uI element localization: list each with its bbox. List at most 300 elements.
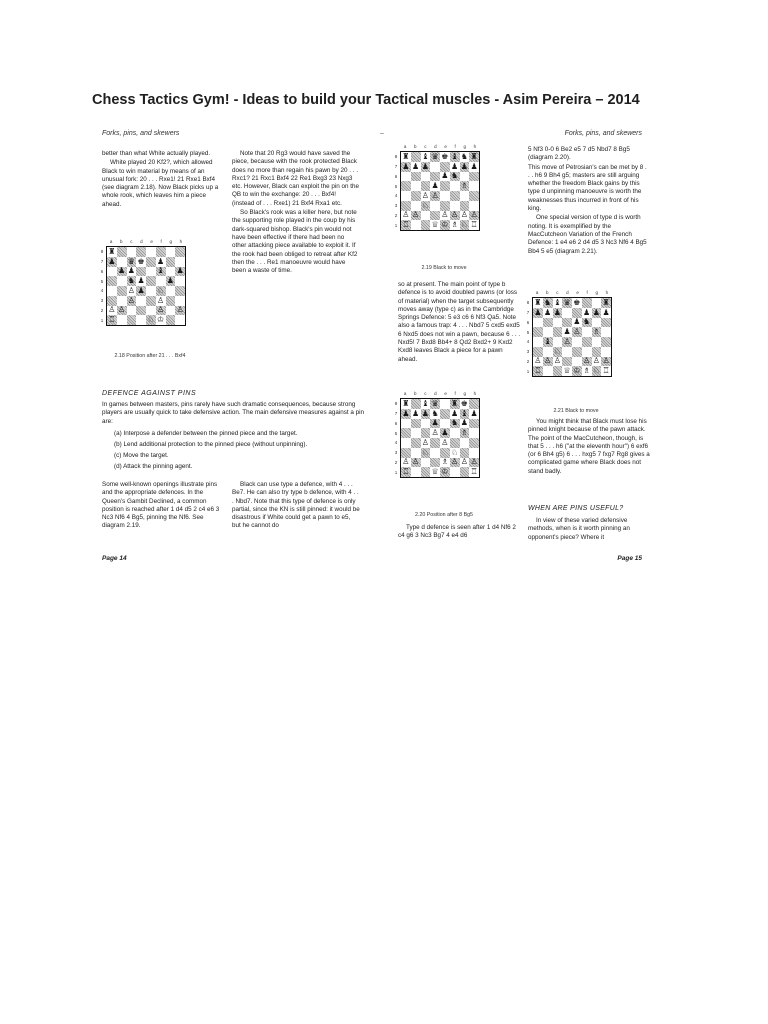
board-square <box>421 438 431 448</box>
chess-piece: ♜ <box>402 151 410 161</box>
board-square <box>175 247 185 257</box>
rank-number: 7 <box>394 411 398 417</box>
file-letter: g <box>463 391 466 396</box>
chess-piece: ♟ <box>563 327 571 337</box>
paragraph: 5 Nf3 0-0 6 Be2 e5 7 d5 Nbd7 8 Bg5 (diagram 2.20). <box>528 146 630 162</box>
chess-piece: ♗ <box>583 366 591 376</box>
board-square <box>401 458 411 468</box>
board-square <box>421 399 431 409</box>
board-square <box>156 286 166 296</box>
chess-piece: ♙ <box>421 190 429 200</box>
file-letter: d <box>566 290 569 295</box>
chess-piece: ♖ <box>108 315 116 325</box>
paragraph: Black can use type a defence, with 4 . . . Be7. He can also try type b defence, with 4 . . . Nbd7. Note that this type of defence is only partial, since the KN is still pinned: it would be disastrous if White could get a pawn to e5, but he cannot do <box>232 481 360 530</box>
file-letter: d <box>434 144 437 149</box>
board-square <box>411 152 421 162</box>
chess-piece: ♔ <box>441 467 449 477</box>
chess-piece: ♟ <box>108 256 116 266</box>
board-square <box>460 191 470 201</box>
board-square <box>430 162 440 172</box>
chess-piece: ♙ <box>451 210 459 220</box>
paragraph: You might think that Black must lose his pinned knight because of the pawn attack. The point of the MacCutcheon, though, is that 5 . . . h6 ("at the eleventh hour") 6 exf6 (or 6 Bh4 g5) 6 . . . hxg5 7 fxg7 Rg8 gives a complicated game where Black does not stand badly. <box>528 418 650 475</box>
board-square <box>440 172 450 182</box>
board-square <box>533 327 543 337</box>
chess-piece: ♙ <box>127 285 135 295</box>
board-square <box>592 318 602 328</box>
board-square <box>533 308 543 318</box>
board-square <box>411 172 421 182</box>
file-letter: c <box>556 290 559 295</box>
left-page-header: Forks, pins, and skewers <box>102 130 180 137</box>
rank-number: 3 <box>394 203 398 209</box>
board-square <box>592 366 602 376</box>
board-square <box>401 399 411 409</box>
rank-number: 5 <box>100 278 104 284</box>
board-square <box>107 296 117 306</box>
file-letter: h <box>473 391 477 396</box>
board-square <box>175 257 185 267</box>
board-square <box>543 366 553 376</box>
board-square <box>450 448 460 458</box>
board-square <box>533 366 543 376</box>
board-square <box>117 257 127 267</box>
paragraph: So Black's rook was a killer here, but note the supporting role played in the coup by his dark-squared bishop. Black's pin would not have been effective if there had been no other attacking piece available to exploit it. If the rook had been obliged to retreat after Kf2 then the . . . Re1 manoeuvre would have been a waste of time. <box>232 209 358 275</box>
board-square <box>430 181 440 191</box>
rank-number: 5 <box>526 329 530 335</box>
board-square <box>127 267 137 277</box>
board-square <box>469 220 479 230</box>
chess-board <box>106 246 186 326</box>
rank-labels <box>99 247 105 325</box>
board-square <box>156 247 166 257</box>
left-page-column-2 <box>232 150 360 276</box>
chess-piece: ♗ <box>592 327 600 337</box>
file-letter: d <box>434 391 437 396</box>
chess-piece: ♖ <box>534 366 542 376</box>
chess-piece: ♟ <box>544 307 552 317</box>
board-square <box>460 162 470 172</box>
chess-piece: ♘ <box>553 346 561 356</box>
board-square <box>440 458 450 468</box>
chess-piece: ♙ <box>431 428 439 438</box>
board-square <box>421 191 431 201</box>
board-square <box>156 276 166 286</box>
board-square <box>553 347 563 357</box>
chess-piece: ♛ <box>431 151 439 161</box>
board-square <box>601 366 611 376</box>
board-square <box>421 448 431 458</box>
chess-piece: ♙ <box>157 305 165 315</box>
board-square <box>592 337 602 347</box>
board-square <box>562 318 572 328</box>
rank-labels <box>393 152 399 230</box>
chess-piece: ♔ <box>157 315 165 325</box>
board-square <box>107 276 117 286</box>
chess-piece: ♜ <box>470 151 478 161</box>
chess-piece: ♗ <box>460 428 468 438</box>
file-letter: h <box>179 239 183 244</box>
chess-piece: ♙ <box>431 190 439 200</box>
chess-piece: ♘ <box>421 200 429 210</box>
board-square <box>460 211 470 221</box>
board-square <box>440 152 450 162</box>
section-heading: DEFENCE AGAINST PINS <box>102 390 197 397</box>
file-labels <box>532 290 612 295</box>
board-square <box>401 172 411 182</box>
chess-piece: ♛ <box>127 256 135 266</box>
board-square <box>450 399 460 409</box>
rank-number: 8 <box>526 300 530 306</box>
chess-piece: ♝ <box>421 398 429 408</box>
board-square <box>592 298 602 308</box>
board-square <box>469 162 479 172</box>
rank-number: 5 <box>394 430 398 436</box>
board-square <box>430 152 440 162</box>
board-square <box>460 419 470 429</box>
board-square <box>117 247 127 257</box>
board-square <box>117 315 127 325</box>
board-square <box>572 318 582 328</box>
chess-piece: ♙ <box>563 336 571 346</box>
chess-piece: ♟ <box>412 161 420 171</box>
chess-piece: ♞ <box>460 151 468 161</box>
rank-number: 8 <box>394 154 398 160</box>
chess-piece: ♙ <box>451 457 459 467</box>
board-square <box>136 276 146 286</box>
chess-piece: ♙ <box>602 356 610 366</box>
chess-piece: ♜ <box>402 398 410 408</box>
chess-piece: ♘ <box>451 447 459 457</box>
board-square <box>572 327 582 337</box>
chess-piece: ♖ <box>402 220 410 230</box>
board-square <box>401 220 411 230</box>
chess-piece: ♙ <box>460 457 468 467</box>
board-square <box>146 296 156 306</box>
chess-piece: ♟ <box>470 161 478 171</box>
chess-piece: ♛ <box>431 398 439 408</box>
board-square <box>440 181 450 191</box>
board-square <box>469 428 479 438</box>
board-square <box>440 201 450 211</box>
board-square <box>469 152 479 162</box>
board-square <box>117 296 127 306</box>
chess-piece: ♘ <box>147 315 155 325</box>
chess-piece: ♟ <box>602 307 610 317</box>
board-square <box>533 318 543 328</box>
board-square <box>411 409 421 419</box>
chess-piece: ♝ <box>460 408 468 418</box>
board-square <box>533 337 543 347</box>
chess-piece: ♞ <box>451 171 459 181</box>
board-square <box>401 467 411 477</box>
right-page-last-column <box>528 517 650 543</box>
chess-piece: ♟ <box>157 256 165 266</box>
board-square <box>401 201 411 211</box>
file-letter: f <box>454 144 456 149</box>
file-letter: e <box>444 391 447 396</box>
file-letter: b <box>414 144 417 149</box>
chess-piece: ♗ <box>460 181 468 191</box>
board-square <box>450 467 460 477</box>
rank-number: 2 <box>394 459 398 465</box>
paragraph: so at present. The main point of type b defence is to avoid doubled pawns (or loss of material) when the target subsequently moves away (type c) as in the Cambridge Springs Defence: 5 e3 c6 6 Nf3 Qa5. Note also a famous trap: 4 . . . Nbd7 5 cxd5 exd5 6 Nxd5 does not win a pawn, because 6 . . . Nxd5! 7 Bxd8 Bb4+ 8 Qd2 Bxd2+ 9 Kxd2 Kxd8 leaves Black a piece for a pawn ahead. <box>398 281 521 363</box>
board-square <box>175 315 185 325</box>
board-square <box>469 419 479 429</box>
board-square <box>562 298 572 308</box>
chess-piece: ♖ <box>602 366 610 376</box>
file-letter: d <box>140 239 143 244</box>
board-square <box>469 172 479 182</box>
chess-piece: ♙ <box>583 356 591 366</box>
chess-piece: ♟ <box>592 307 600 317</box>
right-page-middle-column <box>398 281 522 365</box>
board-square <box>146 247 156 257</box>
board-square <box>440 211 450 221</box>
board-square <box>127 276 137 286</box>
chess-piece: ♟ <box>583 307 591 317</box>
chess-piece: ♙ <box>157 295 165 305</box>
board-square <box>411 162 421 172</box>
chess-piece: ♜ <box>602 297 610 307</box>
chess-piece: ♙ <box>108 305 116 315</box>
chess-piece: ♚ <box>460 398 468 408</box>
board-square <box>156 296 166 306</box>
board-square <box>107 315 117 325</box>
rank-number: 6 <box>394 173 398 179</box>
board-square <box>127 306 137 316</box>
board-square <box>166 257 176 267</box>
paragraph: Type d defence is seen after 1 d4 Nf6 2 c4 g6 3 Nc3 Bg7 4 e4 d6 <box>398 524 516 540</box>
chess-piece: ♝ <box>451 151 459 161</box>
board-square <box>440 409 450 419</box>
board-square <box>601 357 611 367</box>
chess-piece: ♘ <box>460 220 468 230</box>
board-square <box>127 315 137 325</box>
chess-piece: ♙ <box>118 305 126 315</box>
board-square <box>430 211 440 221</box>
board-square <box>430 467 440 477</box>
file-letter: g <box>463 144 466 149</box>
chess-piece: ♙ <box>412 457 420 467</box>
board-square <box>582 347 592 357</box>
file-letter: b <box>120 239 123 244</box>
board-square <box>127 286 137 296</box>
rank-number: 6 <box>394 420 398 426</box>
chess-piece: ♖ <box>470 467 478 477</box>
file-letter: f <box>586 290 588 295</box>
board-square <box>107 257 117 267</box>
chess-piece: ♟ <box>127 266 135 276</box>
chess-piece: ♙ <box>176 305 184 315</box>
right-page-middle-bottom <box>398 524 522 542</box>
chess-piece: ♙ <box>544 356 552 366</box>
board-square <box>430 201 440 211</box>
board-square <box>543 357 553 367</box>
rank-number: 1 <box>526 368 530 374</box>
rank-number: 1 <box>394 222 398 228</box>
board-square <box>411 211 421 221</box>
board-square <box>440 220 450 230</box>
board-square <box>146 286 156 296</box>
board-square <box>460 438 470 448</box>
board-square <box>136 247 146 257</box>
board-square <box>592 357 602 367</box>
rank-number: 4 <box>100 288 104 294</box>
board-square <box>430 220 440 230</box>
file-letter: c <box>424 144 427 149</box>
chess-piece: ♙ <box>441 437 449 447</box>
chess-piece: ♜ <box>108 246 116 256</box>
chess-piece: ♟ <box>441 428 449 438</box>
board-square <box>460 448 470 458</box>
paragraph: better than what White actually played. <box>102 150 211 157</box>
board-square <box>469 211 479 221</box>
board-square <box>166 267 176 277</box>
chess-piece: ♕ <box>431 467 439 477</box>
board-square <box>166 296 176 306</box>
board-square <box>572 347 582 357</box>
right-page-right-column <box>528 146 650 257</box>
file-letter: f <box>160 239 162 244</box>
chess-piece: ♟ <box>451 161 459 171</box>
board-square <box>450 220 460 230</box>
board-square <box>156 306 166 316</box>
board-square <box>601 327 611 337</box>
file-letter: a <box>535 290 539 295</box>
board-square <box>146 315 156 325</box>
board-square <box>175 276 185 286</box>
rank-number: 3 <box>526 349 530 355</box>
rank-number: 7 <box>100 259 104 265</box>
board-square <box>107 267 117 277</box>
chess-piece: ♗ <box>451 220 459 230</box>
rank-number: 3 <box>394 450 398 456</box>
board-square <box>401 409 411 419</box>
board-square <box>136 296 146 306</box>
chess-piece: ♘ <box>592 366 600 376</box>
chess-piece: ♟ <box>402 161 410 171</box>
chess-board <box>532 297 612 377</box>
board-square <box>421 467 431 477</box>
diagram-caption: 2.19 Black to move <box>421 265 467 271</box>
chess-piece: ♞ <box>431 408 439 418</box>
board-square <box>553 298 563 308</box>
chess-piece: ♖ <box>470 220 478 230</box>
chess-piece: ♕ <box>563 366 571 376</box>
board-square <box>117 306 127 316</box>
chess-piece: ♕ <box>431 220 439 230</box>
file-labels <box>400 144 480 149</box>
rank-number: 5 <box>394 183 398 189</box>
board-square <box>460 201 470 211</box>
board-square <box>553 308 563 318</box>
board-square <box>460 458 470 468</box>
board-square <box>533 357 543 367</box>
chess-piece: ♟ <box>431 181 439 191</box>
board-square <box>175 306 185 316</box>
file-letter: c <box>130 239 133 244</box>
board-square <box>401 152 411 162</box>
board-square <box>592 347 602 357</box>
board-square <box>582 318 592 328</box>
file-letter: c <box>424 391 427 396</box>
file-letter: a <box>403 391 407 396</box>
rank-number: 4 <box>394 440 398 446</box>
board-square <box>533 298 543 308</box>
file-labels <box>106 239 186 244</box>
board-square <box>146 306 156 316</box>
board-square <box>440 438 450 448</box>
board-square <box>450 458 460 468</box>
board-square <box>450 211 460 221</box>
chess-piece: ♗ <box>441 457 449 467</box>
chess-piece: ♟ <box>553 307 561 317</box>
board-square <box>460 399 470 409</box>
file-letter: e <box>576 290 579 295</box>
chess-piece: ♟ <box>431 418 439 428</box>
chess-piece: ♙ <box>470 457 478 467</box>
board-square <box>430 399 440 409</box>
board-square <box>582 357 592 367</box>
board-square <box>460 181 470 191</box>
board-square <box>450 419 460 429</box>
board-square <box>582 337 592 347</box>
diagram-caption: 2.18 Position after 21 . . . Bxf4 <box>114 353 186 359</box>
board-square <box>136 315 146 325</box>
rank-number: 8 <box>394 401 398 407</box>
chess-piece: ♙ <box>402 210 410 220</box>
board-square <box>582 298 592 308</box>
rank-number: 2 <box>394 212 398 218</box>
board-square <box>450 152 460 162</box>
page-number-right: Page 15 <box>617 555 642 562</box>
board-square <box>562 308 572 318</box>
board-square <box>582 327 592 337</box>
board-square <box>553 327 563 337</box>
board-square <box>430 458 440 468</box>
board-square <box>460 172 470 182</box>
board-square <box>430 419 440 429</box>
board-square <box>543 327 553 337</box>
chess-board <box>400 398 480 478</box>
board-square <box>136 286 146 296</box>
file-letter: b <box>414 391 417 396</box>
board-square <box>572 308 582 318</box>
board-square <box>430 191 440 201</box>
board-square <box>469 467 479 477</box>
board-square <box>440 467 450 477</box>
board-square <box>450 162 460 172</box>
board-square <box>460 428 470 438</box>
board-square <box>401 162 411 172</box>
board-square <box>450 438 460 448</box>
board-square <box>421 211 431 221</box>
board-square <box>401 448 411 458</box>
board-square <box>553 366 563 376</box>
board-square <box>543 298 553 308</box>
section-heading: WHEN ARE PINS USEFUL? <box>528 505 624 512</box>
board-square <box>166 276 176 286</box>
board-square <box>136 306 146 316</box>
board-square <box>127 247 137 257</box>
board-square <box>601 318 611 328</box>
chess-piece: ♟ <box>137 276 145 286</box>
board-square <box>543 318 553 328</box>
chess-piece: ♙ <box>470 210 478 220</box>
board-square <box>562 357 572 367</box>
chess-piece: ♙ <box>592 356 600 366</box>
chess-piece: ♙ <box>460 210 468 220</box>
